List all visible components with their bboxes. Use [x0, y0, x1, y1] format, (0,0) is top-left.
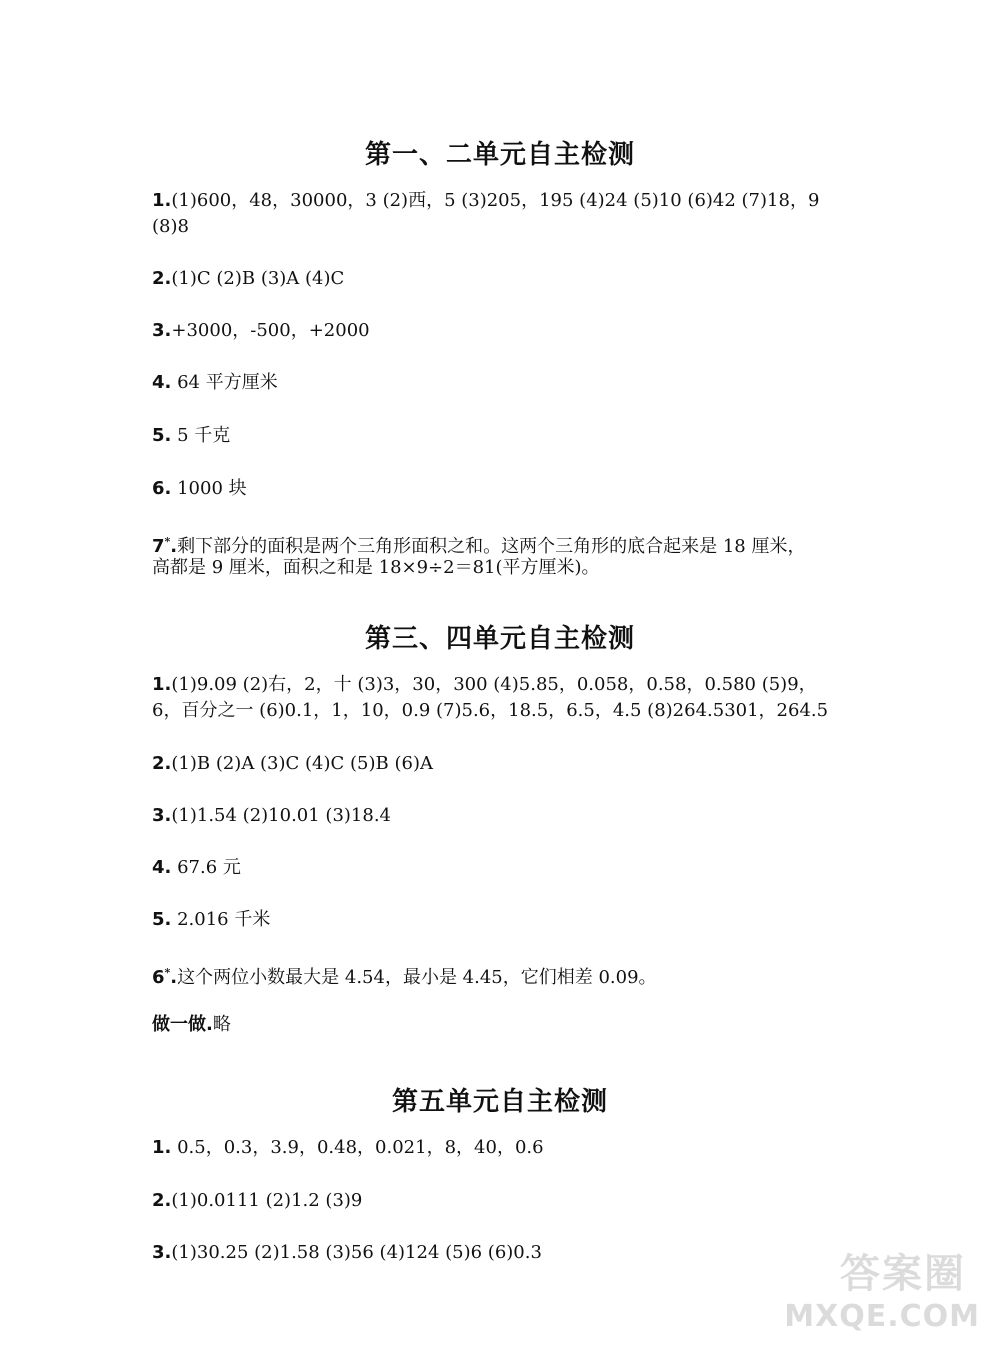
answer-text: 1000 块: [171, 478, 247, 499]
item-number: 1.: [152, 1137, 172, 1158]
answer-text: 高都是 9 厘米，面积之和是 18×9÷2＝81(平方厘米)。: [152, 557, 600, 578]
item-number: 3.: [152, 805, 172, 826]
answer-text: 略: [212, 1014, 231, 1035]
item-number: 3.: [152, 320, 172, 341]
item-number: 2.: [152, 753, 172, 774]
answer-line-continued: [152, 698, 862, 724]
watermark-url: MXQE.COM: [784, 1299, 980, 1334]
answer-line: [152, 1188, 862, 1214]
item-number-tail: .: [170, 967, 178, 988]
answer-text: 5 千克: [171, 425, 231, 446]
item-number: 6: [152, 967, 165, 988]
answer-line: [152, 423, 862, 449]
item-number-tail: .: [170, 536, 178, 557]
section-title: 第五单元自主检测: [391, 1087, 608, 1117]
answer-text: (1)1.54 (2)10.01 (3)18.4: [171, 805, 391, 826]
item-number: 1.: [152, 674, 172, 695]
answer-line: [152, 1135, 862, 1161]
answer-line: [152, 751, 862, 777]
answer-line: [152, 855, 862, 881]
item-number: 4.: [152, 372, 172, 393]
answer-text: +3000，-500，+2000: [171, 320, 370, 341]
answer-line: [152, 1012, 862, 1038]
answer-line: [152, 907, 862, 933]
answer-text: 0.5，0.3，3.9，0.48，0.021，8，40，0.6: [171, 1137, 544, 1158]
answer-line: [152, 266, 862, 292]
star-mark: *: [164, 966, 171, 979]
answer-text: 64 平方厘米: [171, 372, 278, 393]
answer-line: [152, 188, 862, 214]
answer-line: [152, 476, 862, 502]
watermark-logo-text: 答案圈: [840, 1251, 966, 1297]
answer-text: (8)8: [152, 216, 189, 237]
answer-text: 剩下部分的面积是两个三角形面积之和。这两个三角形的底合起来是 18 厘米，: [177, 536, 806, 557]
item-number: 7: [152, 536, 165, 557]
answer-text: 这个两位小数最大是 4.54，最小是 4.45，它们相差 0.09。: [177, 967, 657, 988]
item-number: 4.: [152, 857, 172, 878]
answer-line: [152, 370, 862, 396]
answer-text: (1)9.09 (2)右，2，十 (3)3，30，300 (4)5.85，0.058，0.58，0.580 (5)9，: [171, 674, 817, 695]
item-number: 做一做.: [152, 1014, 213, 1035]
answer-text: (1)600，48，30000，3 (2)西，5 (3)205，195 (4)24 (5)10 (6)42 (7)18，9: [171, 190, 820, 211]
item-number: 2.: [152, 268, 172, 289]
star-mark: *: [164, 535, 171, 548]
answer-line: [152, 318, 862, 344]
answer-text: (1)0.0111 (2)1.2 (3)9: [171, 1190, 363, 1211]
item-number: 6.: [152, 478, 172, 499]
answer-text: 2.016 千米: [171, 909, 271, 930]
item-number: 3.: [152, 1242, 172, 1263]
item-number: 5.: [152, 425, 172, 446]
section-title: 第三、四单元自主检测: [364, 624, 635, 654]
answer-line: [152, 672, 862, 698]
item-number: 5.: [152, 909, 172, 930]
answer-line: [152, 1240, 862, 1266]
answer-text: (1)C (2)B (3)A (4)C: [171, 268, 345, 289]
section-title: 第一、二单元自主检测: [364, 140, 635, 170]
item-number: 2.: [152, 1190, 172, 1211]
answer-text: 6，百分之一 (6)0.1，1，10，0.9 (7)5.6，18.5，6.5，4.5 (8)264.5301，264.5: [152, 700, 829, 721]
answer-text: (1)30.25 (2)1.58 (3)56 (4)124 (5)6 (6)0.3: [171, 1242, 542, 1263]
answer-text: (1)B (2)A (3)C (4)C (5)B (6)A: [171, 753, 433, 774]
answer-line-continued: [152, 555, 862, 581]
site-watermark: [784, 1238, 986, 1338]
answer-line: [152, 803, 862, 829]
item-number: 1.: [152, 190, 172, 211]
answer-text: 67.6 元: [171, 857, 241, 878]
answer-line-continued: [152, 214, 862, 240]
answer-line: [152, 960, 862, 991]
